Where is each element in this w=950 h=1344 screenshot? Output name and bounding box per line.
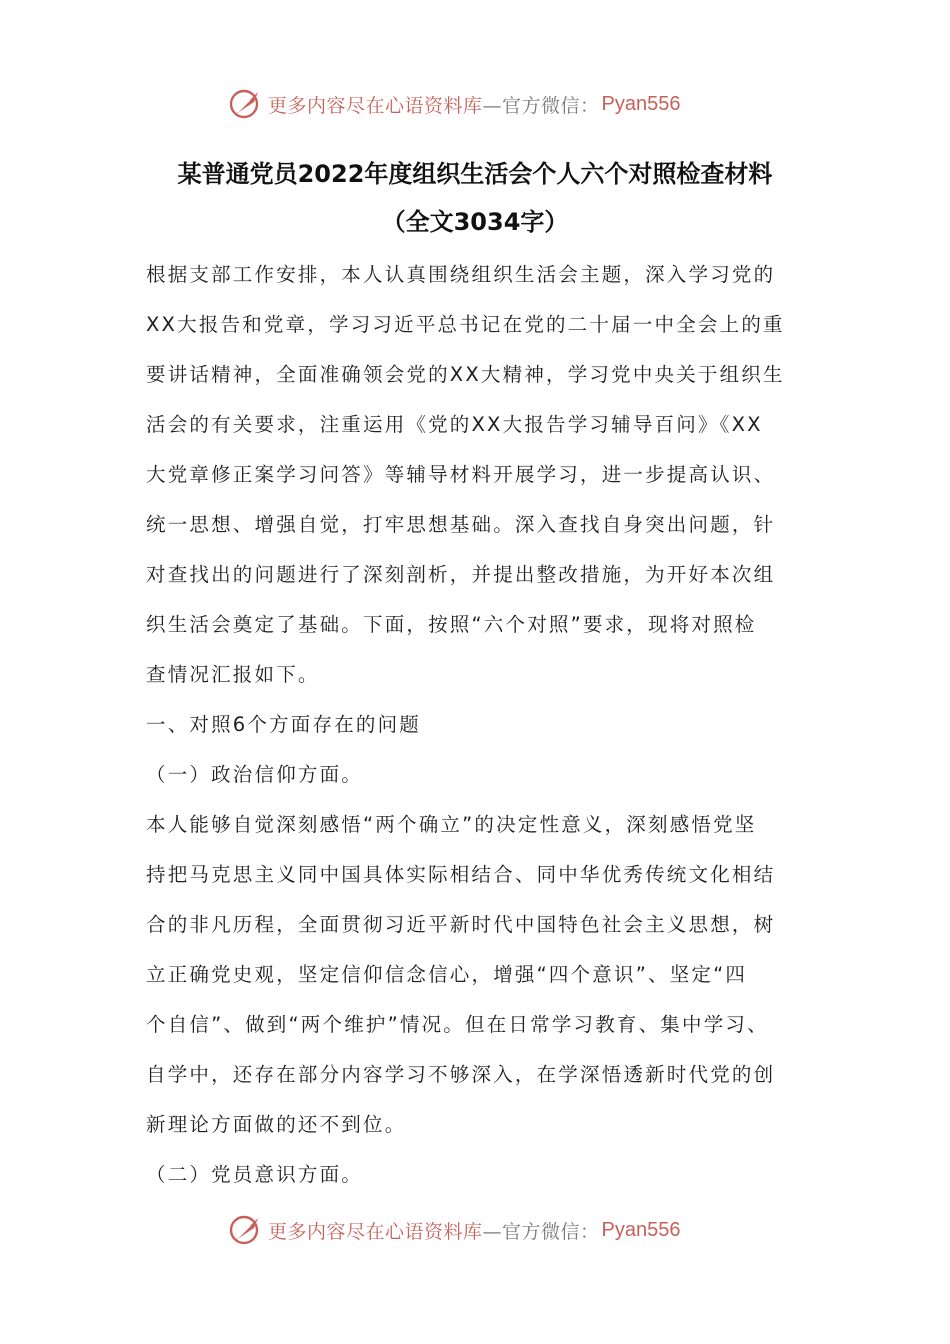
body-line: 新理论方面做的还不到位。	[146, 1113, 407, 1136]
watermark-sub-text: —官方微信：	[482, 1220, 600, 1243]
section-heading: 一、对照6个方面存在的问题	[146, 713, 422, 736]
body-line: 持把马克思主义同中国具体实际相结合、同中华优秀传统文化相结	[146, 863, 776, 886]
body-line: 大党章修正案学习问答》等辅导材料开展学习，进一步提高认识、	[146, 463, 776, 486]
subsection-heading: （一）政治信仰方面。	[146, 763, 364, 786]
body-line: XX大报告和党章，学习习近平总书记在党的二十届一中全会上的重	[146, 313, 785, 336]
body-line: 根据支部工作安排，本人认真围绕组织生活会主题，深入学习党的	[146, 263, 776, 286]
body-line: 对查找出的问题进行了深刻剖析，并提出整改措施，为开好本次组	[146, 563, 776, 586]
watermark-wechat-id: Pyan556	[601, 92, 681, 115]
body-line: 查情况汇报如下。	[146, 663, 320, 686]
body-line: 活会的有关要求，注重运用《党的XX大报告学习辅导百问》《XX	[146, 413, 763, 436]
body-line: 合的非凡历程，全面贯彻习近平新时代中国特色社会主义思想，树	[146, 913, 776, 936]
document-body	[146, 250, 826, 1200]
body-line: 立正确党史观，坚定信仰信念信心，增强“四个意识”、坚定“四	[146, 963, 748, 986]
quill-logo-icon	[228, 1212, 264, 1248]
body-line: 统一思想、增强自觉，打牢思想基础。深入查找自身突出问题，针	[146, 513, 776, 536]
watermark-top	[228, 84, 681, 124]
document-title: 某普通党员2022年度组织生活会个人六个对照检查材料	[177, 160, 773, 188]
watermark-sub-text: —官方微信：	[482, 94, 600, 117]
watermark-bottom	[228, 1210, 681, 1250]
document-subtitle: （全文3034字）	[381, 208, 569, 236]
body-line: 个自信”、做到“两个维护”情况。但在日常学习教育、集中学习、	[146, 1013, 769, 1036]
body-line: 要讲话精神，全面准确领会党的XX大精神，学习党中央关于组织生	[146, 363, 785, 386]
body-line: 自学中，还存在部分内容学习不够深入，在学深悟透新时代党的创	[146, 1063, 776, 1086]
body-line: 织生活会奠定了基础。下面，按照“六个对照”要求，现将对照检	[146, 613, 757, 636]
quill-logo-icon	[228, 86, 264, 122]
watermark-main-text: 更多内容尽在心语资料库	[268, 1220, 483, 1243]
body-line: 本人能够自觉深刻感悟“两个确立”的决定性意义，深刻感悟党坚	[146, 813, 757, 836]
watermark-main-text: 更多内容尽在心语资料库	[268, 94, 483, 117]
subsection-heading: （二）党员意识方面。	[146, 1163, 364, 1186]
watermark-wechat-id: Pyan556	[601, 1218, 681, 1241]
